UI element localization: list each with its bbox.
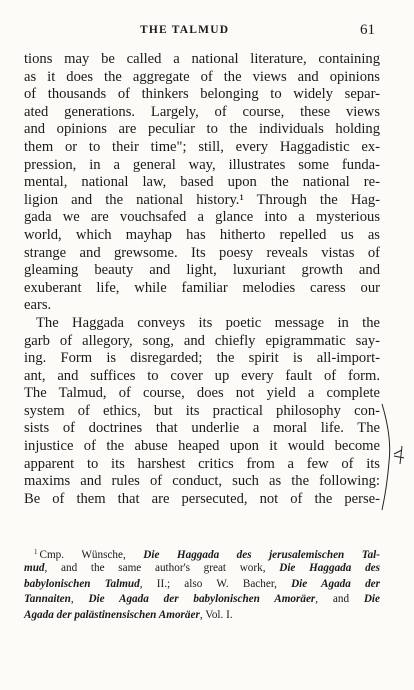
paragraph-start-line: The Haggada conveys its poetic message in the <box>36 314 380 331</box>
footnote-title: Die Agada der <box>291 577 380 590</box>
footnote-title: Die Haggada des jerusalemischen Tal- <box>143 549 380 561</box>
text-line: tions may be called a national literature, containing <box>24 51 380 67</box>
text-line: and opinions are peculiar to the individuals holding <box>24 121 380 138</box>
text-line: world, which mayhap has hitherto repelled us as <box>24 226 380 243</box>
text-line: of thousands of thinkers belonging to widely separ- <box>24 86 380 103</box>
footnote-text: , <box>70 593 89 606</box>
footnote-line <box>24 561 380 577</box>
text-line: maxims and rules of conduct, such as the following: <box>24 473 380 490</box>
paragraph-end-line: ears. <box>24 297 52 314</box>
text-line: apparent to its harshest critics from a few of its <box>24 455 380 472</box>
text-line: ing. Form is disregarded; the spirit is all-import- <box>24 350 380 367</box>
text-line: them or to their time"; still, every Haggadistic ex- <box>24 138 380 155</box>
footnote-line <box>24 592 380 608</box>
body-text <box>24 51 380 508</box>
footnote-line <box>24 608 380 624</box>
page-number: 61 <box>360 22 375 38</box>
text-line: gada we are vouchsafed a glance into a mysterious <box>24 209 380 226</box>
footnote-text: , and <box>315 593 364 606</box>
text-line: Be of them that are persecuted, not of the perse- <box>24 490 380 507</box>
text-line: strange and grewsome. Its poesy reveals vistas of <box>24 244 380 261</box>
text-line: system of ethics, but its practical philosophy con- <box>24 402 380 419</box>
footnote-text: , Vol. I. <box>199 609 233 622</box>
footnote-title: Die Agada der babylonischen Amoräer <box>88 593 316 606</box>
text-line: ligion and the national history.¹ Through the Hag- <box>24 191 380 208</box>
text-line: ated generations. Largely, of course, these views <box>24 103 380 120</box>
text-line: ant, and suffices to cover up every fault of form. <box>24 367 380 384</box>
text-line: as it does the aggregate of the views and opinions <box>24 68 380 85</box>
text-line: garb of allegory, song, and chiefly epigrammatic say- <box>24 332 380 349</box>
footnote-title: Tannaiten <box>24 593 71 606</box>
footnote-marker: 1 <box>34 548 38 556</box>
footnote <box>24 545 380 624</box>
footnote-title: Die <box>363 593 380 606</box>
footnote-text: Cmp. Wünsche, <box>39 549 144 561</box>
footnote-title: Die Haggada des <box>279 561 380 574</box>
footnote-line <box>24 577 380 593</box>
running-head: THE TALMUD <box>140 24 230 36</box>
text-line: exuberant life, while familiar melodies caress our <box>24 279 380 296</box>
text-line: mental, national law, based upon the national re- <box>24 174 380 191</box>
text-line: sists of doctrines that underlie a moral life. The <box>24 420 380 437</box>
footnote-line <box>24 545 380 561</box>
text-line: gleaming beauty and light, luxuriant growth and <box>24 262 380 279</box>
margin-bracket-mark <box>380 402 410 512</box>
footnote-title: mud <box>24 561 45 574</box>
footnote-title: Agada der palästinensischen Amoräer <box>24 609 200 622</box>
page-header <box>0 22 414 42</box>
text-line: pression, in a general way, illustrates some funda- <box>24 156 380 173</box>
footnote-title: babylonischen Talmud <box>24 577 140 590</box>
text-line: injustice of the abuse heaped upon it would become <box>24 438 380 455</box>
footnote-text: , II.; also W. Bacher, <box>139 577 292 590</box>
footnote-text: , and the same author's great work, <box>44 561 280 574</box>
text-line: The Talmud, of course, does not yield a complete <box>24 385 380 402</box>
